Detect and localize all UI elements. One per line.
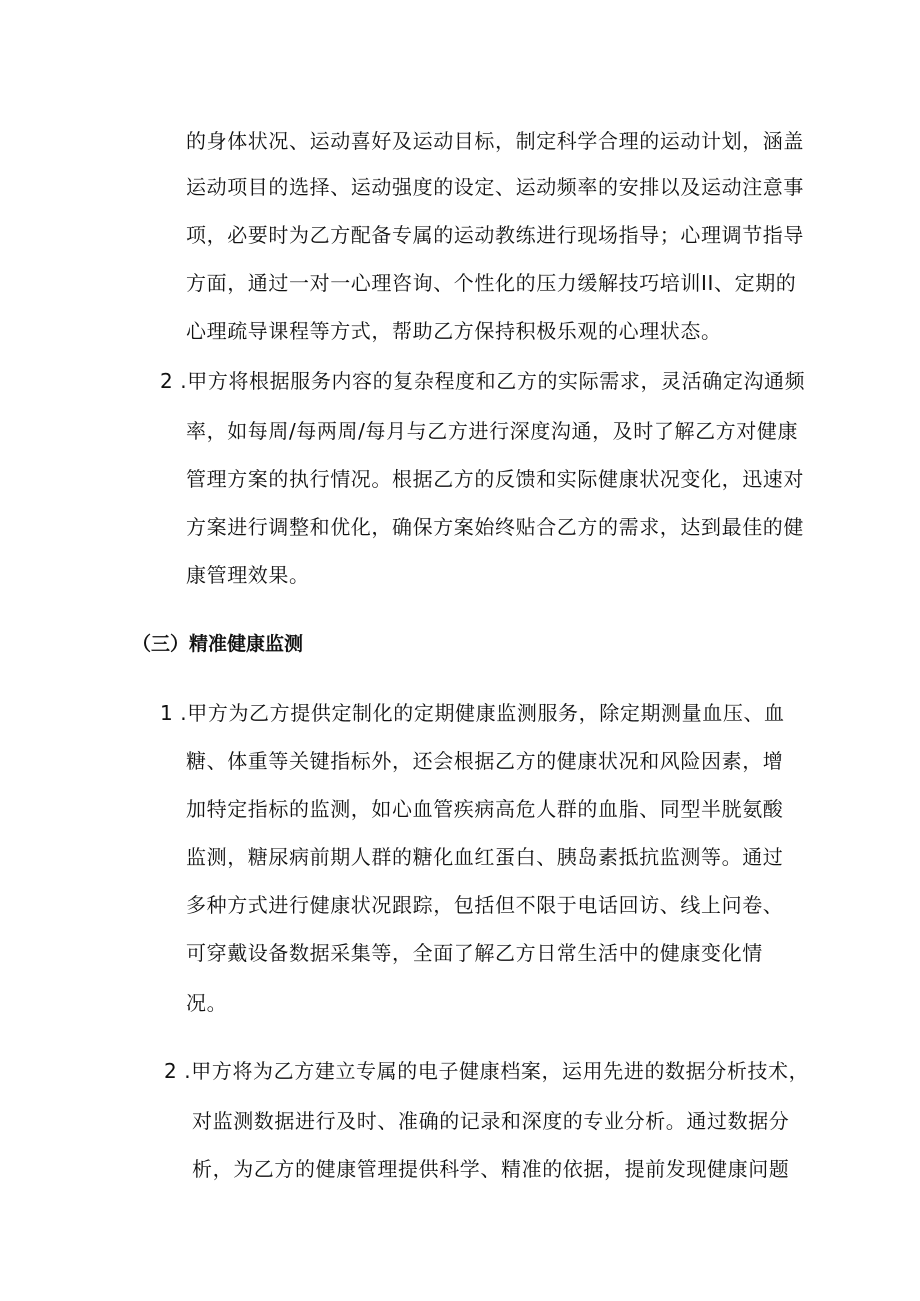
paragraph-line: 2 .甲方将为乙方建立专属的电子健康档案，运用先进的数据分析技术， [164,1059,810,1083]
paragraph-line: 方面，通过一对一心理咨询、个性化的压力缓解技巧培训II、定期的 [186,271,797,295]
paragraph-line: 方案进行调整和优化，确保方案始终贴合乙方的需求，达到最佳的健 [186,515,804,539]
paragraph-line: 运动项目的选择、运动强度的设定、运动频率的安排以及运动注意事 [186,175,804,199]
section-heading: （三）精准健康监测 [132,633,304,655]
paragraph-line: 心理疏导课程等方式，帮助乙方保持积极乐观的心理状态。 [186,319,722,343]
paragraph-line: 析，为乙方的健康管理提供科学、精准的依据，提前发现健康问题 [192,1157,790,1181]
paragraph-line: 可穿戴设备数据采集等，全面了解乙方日常生活中的健康变化情 [186,941,763,965]
paragraph-line: 糖、体重等关键指标外，还会根据乙方的健康状况和风险因素，增 [186,749,784,773]
paragraph-line: 况。 [186,991,228,1015]
paragraph-line: 的身体状况、运动喜好及运动目标，制定科学合理的运动计划，涵盖 [186,129,804,153]
paragraph-line: 率，如每周/每两周/每月与乙方进行深度沟通，及时了解乙方对健康 [186,419,799,443]
paragraph-line: 监测，糖尿病前期人群的糖化血红蛋白、胰岛素抵抗监测等。通过 [186,845,784,869]
paragraph-line: 项，必要时为乙方配备专属的运动教练进行现场指导；心理调节指导 [186,223,804,247]
paragraph-line: 1 .甲方为乙方提供定制化的定期健康监测服务，除定期测量血压、血 [160,701,785,725]
paragraph-line: 多种方式进行健康状况跟踪，包括但不限于电话回访、线上问卷、 [186,893,784,917]
paragraph-line: 加特定指标的监测，如心血管疾病高危人群的血脂、同型半胱氨酸 [186,797,784,821]
paragraph-line: 2 .甲方将根据服务内容的复杂程度和乙方的实际需求，灵活确定沟通频 [160,369,806,393]
paragraph-line: 对监测数据进行及时、准确的记录和深度的专业分析。通过数据分 [192,1109,790,1133]
paragraph-line: 管理方案的执行情况。根据乙方的反馈和实际健康状况变化，迅速对 [186,467,804,491]
paragraph-line: 康管理效果。 [186,563,310,587]
